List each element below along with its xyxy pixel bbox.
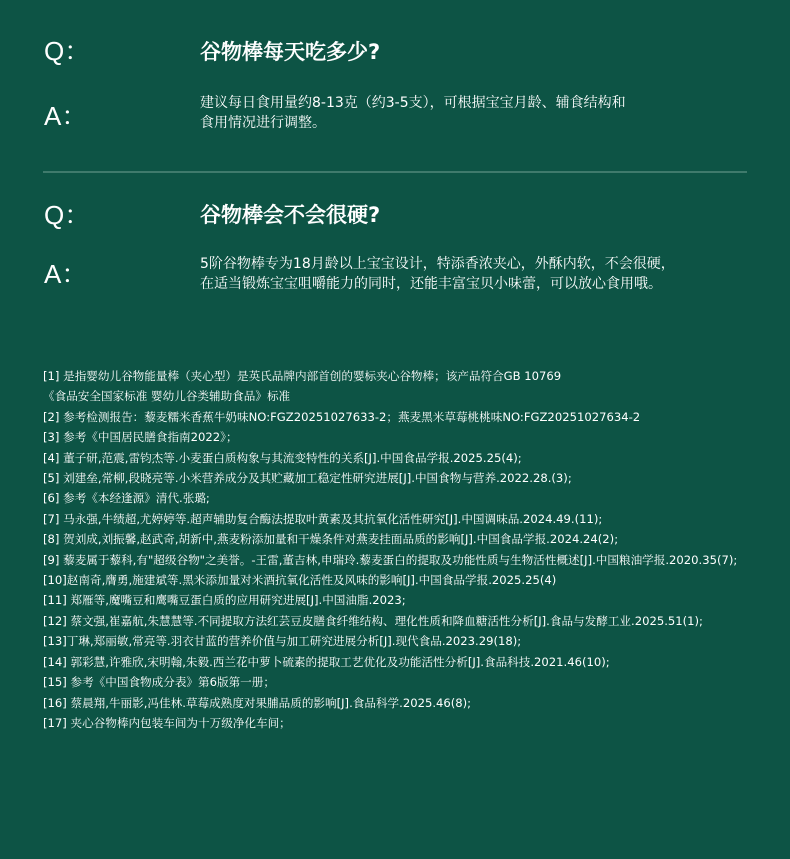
question-text: 谷物棒每天吃多少? bbox=[200, 40, 381, 64]
reference-item: [12] 蔡文强,崔嘉航,朱慧慧等.不同提取方法红芸豆皮膳食纤维结构、理化性质和降血糖活性分析[J].食品与发酵工业.2025.51(1); bbox=[43, 613, 703, 628]
reference-item: [4] 董子研,范震,雷钧杰等.小麦蛋白质构象与其流变特性的关系[J].中国食品学报.2025.25(4); bbox=[43, 450, 522, 465]
question-mark-label: Q： bbox=[44, 200, 91, 230]
reference-item: [14] 郭彩慧,许雅欣,宋明翰,朱毅.西兰花中萝卜硫素的提取工艺优化及功能活性分析[J].食品科技.2021.46(10); bbox=[43, 654, 610, 669]
reference-item: [7] 马永强,牛绩超,尤婷婷等.超声辅助复合酶法提取叶黄素及其抗氧化活性研究[J].中国调味品.2024.49.(11); bbox=[43, 511, 603, 526]
answer-mark-label: A： bbox=[44, 101, 88, 131]
question-mark-label: Q： bbox=[44, 36, 91, 66]
reference-item: [13]丁琳,郑丽敏,常亮等.羽衣甘蓝的营养价值与加工研究进展分析[J].现代食品.2023.29(18); bbox=[43, 634, 522, 649]
reference-item: [8] 贺刘成,刘振馨,赵武奇,胡新中,燕麦粉添加量和干燥条件对燕麦挂面品质的影响[J].中国食品学报.2024.24(2); bbox=[43, 532, 619, 547]
reference-item: 《食品安全国家标准 婴幼儿谷类辅助食品》标准 bbox=[43, 389, 291, 404]
references-list bbox=[43, 366, 783, 733]
reference-item: [15] 参考《中国食物成分表》第6版第一册； bbox=[43, 675, 275, 690]
reference-item: [11] 郑雁等,魔嘴豆和鹰嘴豆蛋白质的应用研究进展[J].中国油脂.2023; bbox=[43, 593, 406, 608]
answer-text bbox=[200, 254, 760, 294]
reference-item: [2] 参考检测报告：藜麦糯米香蕉牛奶味NO:FGZ20251027633-2；燕麦黑米草莓桃桃味NO:FGZ20251027634-2 bbox=[43, 409, 641, 424]
section-divider bbox=[43, 171, 747, 173]
answer-text bbox=[200, 93, 760, 133]
answer-line: 在适当锻炼宝宝咀嚼能力的同时，还能丰富宝贝小味蕾，可以放心食用哦。 bbox=[200, 276, 662, 292]
reference-item: [10]赵南奇,膺勇,施建斌等.黑米添加量对米酒抗氧化活性及风味的影响[J].中国食品学报.2025.25(4) bbox=[43, 573, 557, 588]
question-text: 谷物棒会不会很硬? bbox=[200, 203, 381, 227]
reference-item: [6] 参考《本经逢源》清代.张璐; bbox=[43, 491, 210, 506]
answer-line: 5阶谷物棒专为18月龄以上宝宝设计，特添香浓夹心，外酥内软，不会很硬， bbox=[200, 256, 675, 272]
reference-item: [17] 夹心谷物棒内包装车间为十万级净化车间； bbox=[43, 715, 291, 730]
answer-line: 食用情况进行调整。 bbox=[200, 115, 326, 131]
reference-item: [9] 藜麦属于藜科,有"超级谷物"之美誉。-王雷,董吉林,申瑞玲.藜麦蛋白的提取及功能性质与生物活性概述[J].中国粮油学报.2020.35(7); bbox=[43, 552, 738, 567]
reference-item: [3] 参考《中国居民膳食指南2022》； bbox=[43, 430, 238, 445]
reference-item: [16] 蔡晨翔,牛丽影,冯佳林.草莓成熟度对果脯品质的影响[J].食品科学.2025.46(8); bbox=[43, 695, 472, 710]
answer-line: 建议每日食用量约8-13克（约3-5支），可根据宝宝月龄、辅食结构和 bbox=[200, 95, 626, 111]
reference-item: [5] 刘建垒,常柳,段晓亮等.小米营养成分及其贮藏加工稳定性研究进展[J].中国食物与营养.2022.28.(3); bbox=[43, 471, 572, 486]
answer-mark-label: A： bbox=[44, 259, 88, 289]
reference-item: [1] 是指婴幼儿谷物能量棒（夹心型）是英氏品牌内部首创的婴标夹心谷物棒；该产品符合GB 10769 bbox=[43, 369, 562, 383]
